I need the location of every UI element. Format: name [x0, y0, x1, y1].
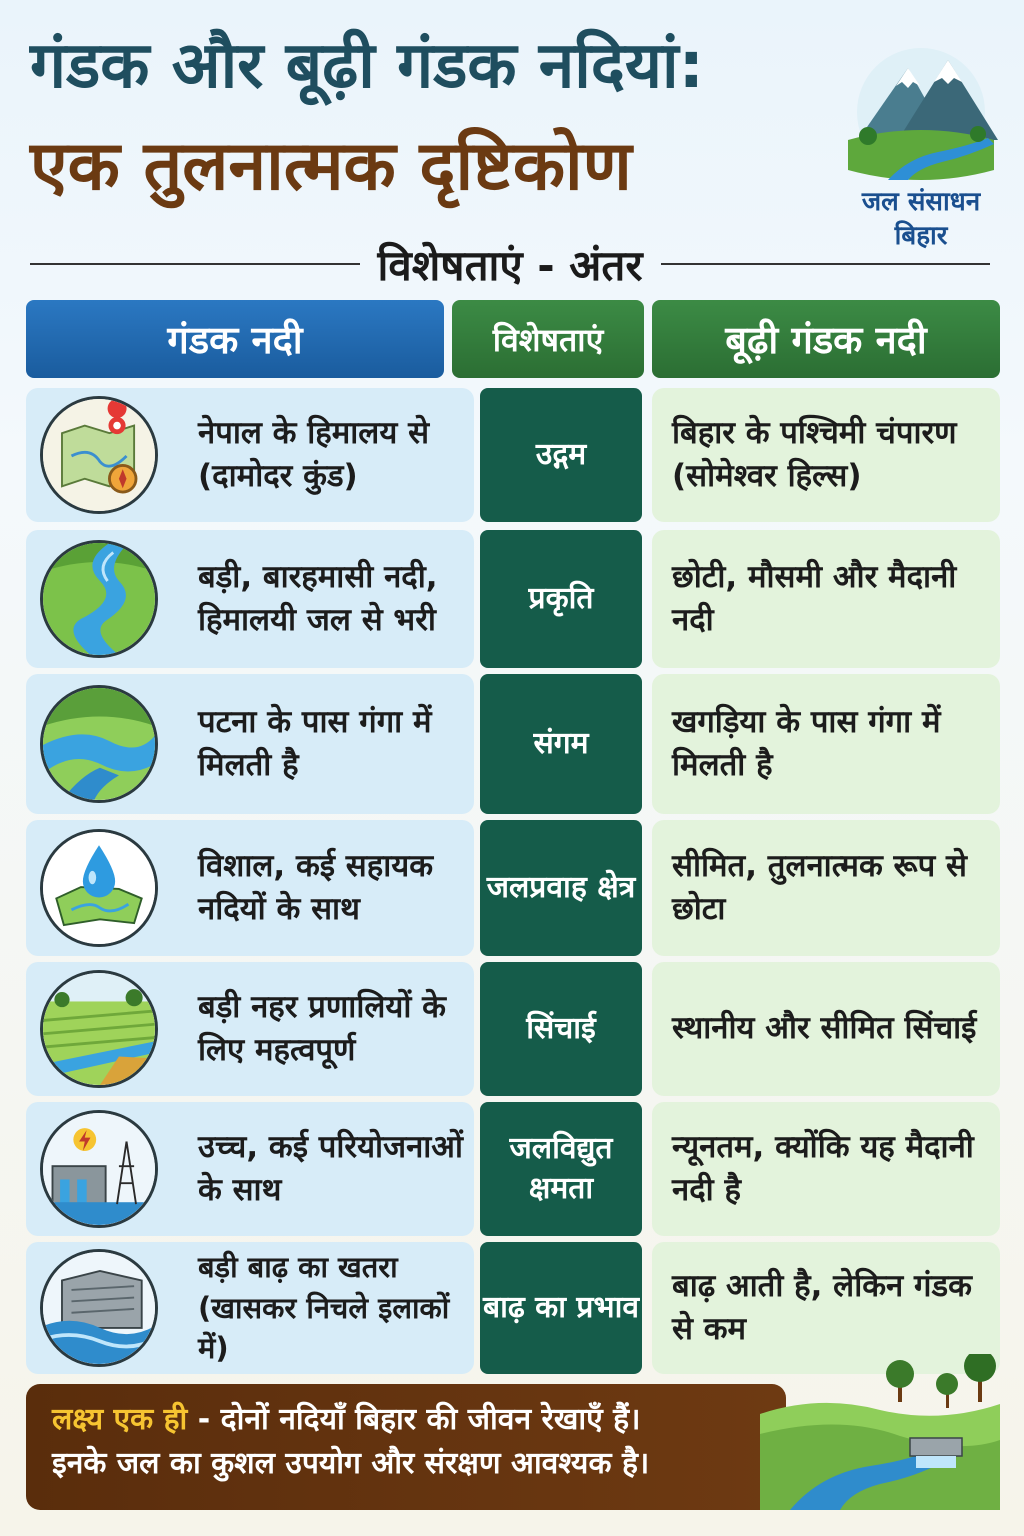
- feature-label: बाढ़ का प्रभाव: [480, 1242, 642, 1374]
- gandak-cell: [26, 530, 474, 668]
- flood-barrage-icon: [40, 1249, 158, 1367]
- footer-highlight: लक्ष्य एक ही: [52, 1402, 188, 1437]
- gandak-text: बड़ी नहर प्रणालियों के लिए महत्वपूर्ण: [198, 988, 446, 1068]
- header-gandak: गंडक नदी: [26, 300, 444, 378]
- table-row: [26, 820, 1000, 956]
- burhi-gandak-text: छोटी, मौसमी और मैदानी नदी: [652, 530, 1000, 668]
- gandak-text: पटना के पास गंगा में मिलती है: [198, 703, 432, 783]
- table-row: [26, 674, 1000, 814]
- footer-line1: [52, 1398, 786, 1442]
- feature-label: संगम: [480, 674, 642, 814]
- water-drop-map-icon: [40, 829, 158, 947]
- gandak-cell: [26, 1242, 474, 1374]
- river-valley-icon: [40, 540, 158, 658]
- table-row: [26, 1102, 1000, 1236]
- gandak-text: उच्च, कई परियोजनाओं के साथ: [198, 1128, 463, 1208]
- footer-banner: [26, 1384, 786, 1510]
- irrigation-fields-icon: [40, 970, 158, 1088]
- feature-label: सिंचाई: [480, 962, 642, 1096]
- footer-line2: इनके जल का कुशल उपयोग और संरक्षण आवश्यक है।: [52, 1445, 650, 1481]
- page-title-line1: गंडक और बूढ़ी गंडक नदियां:: [30, 29, 705, 103]
- feature-label: प्रकृति: [480, 530, 642, 668]
- burhi-gandak-text: बाढ़ आती है, लेकिन गंडक से कम: [652, 1242, 1000, 1374]
- burhi-gandak-text: खगड़िया के पास गंगा में मिलती है: [652, 674, 1000, 814]
- logo-line2: बिहार: [894, 220, 948, 251]
- river-landscape-icon: [760, 1354, 1000, 1510]
- page-subtitle: विशेषताएं - अंतर: [377, 240, 643, 290]
- table-row: [26, 962, 1000, 1096]
- burhi-gandak-text: बिहार के पश्चिमी चंपारण (सोमेश्वर हिल्स): [652, 388, 1000, 522]
- table-row: [26, 530, 1000, 668]
- logo-line1: जल संसाधन: [861, 187, 981, 217]
- mountain-river-icon: [838, 40, 1004, 180]
- header-features: विशेषताएं: [452, 300, 644, 378]
- gandak-cell: [26, 1102, 474, 1236]
- burhi-gandak-text: सीमित, तुलनात्मक रूप से छोटा: [652, 820, 1000, 956]
- feature-label: जलविद्युत क्षमता: [480, 1102, 642, 1236]
- logo: [838, 40, 1004, 270]
- gandak-cell: [26, 962, 474, 1096]
- gandak-text: विशाल, कई सहायक नदियों के साथ: [198, 847, 434, 927]
- river-confluence-icon: [40, 685, 158, 803]
- table-row: [26, 388, 1000, 522]
- burhi-gandak-text: स्थानीय और सीमित सिंचाई: [652, 962, 1000, 1096]
- gandak-text: बड़ी, बारहमासी नदी, हिमालयी जल से भरी: [198, 558, 438, 638]
- feature-label: जलप्रवाह क्षेत्र: [480, 820, 642, 956]
- burhi-gandak-text: न्यूनतम, क्योंकि यह मैदानी नदी है: [652, 1102, 1000, 1236]
- feature-label: उद्गम: [480, 388, 642, 522]
- gandak-text: नेपाल के हिमालय से (दामोदर कुंड): [198, 414, 430, 494]
- gandak-cell: [26, 388, 474, 522]
- gandak-text: बड़ी बाढ़ का खतरा (खासकर निचले इलाकों में): [198, 1250, 450, 1366]
- map-compass-icon: [40, 396, 158, 514]
- gandak-cell: [26, 820, 474, 956]
- header-burhi-gandak: बूढ़ी गंडक नदी: [652, 300, 1000, 378]
- page-title-line2: एक तुलनात्मक दृष्टिकोण: [30, 127, 632, 206]
- footer-line1-text: - दोनों नदियाँ बिहार की जीवन रेखाएँ हैं।: [187, 1402, 641, 1437]
- hydropower-dam-icon: [40, 1110, 158, 1228]
- divider-left: [30, 263, 360, 265]
- gandak-cell: [26, 674, 474, 814]
